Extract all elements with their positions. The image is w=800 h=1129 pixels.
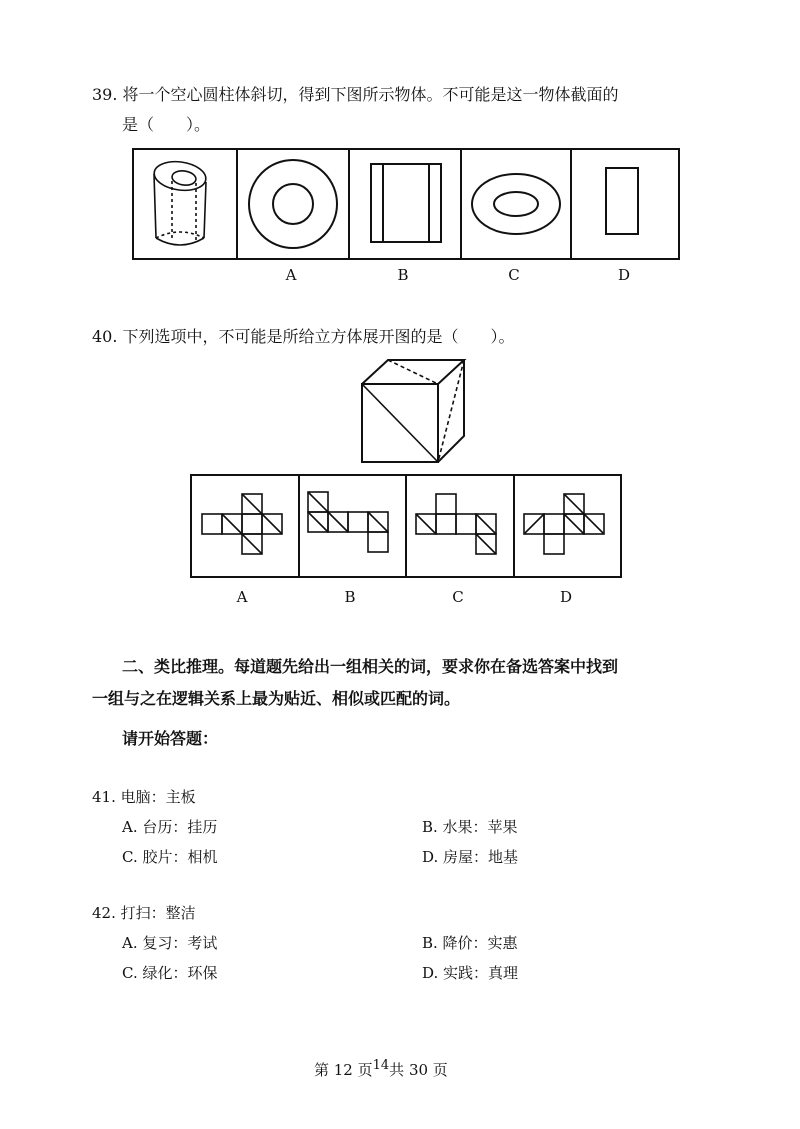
q39-option-a-shape	[249, 160, 337, 248]
q39-option-d-shape	[606, 168, 638, 234]
footer-superscript: 14	[372, 1058, 390, 1073]
net-a	[202, 494, 282, 554]
section2-heading-line1: 二、类比推理。每道题先给出一组相关的词，要求你在备选答案中找到	[122, 657, 619, 676]
q41-stem: 41. 电脑：主板	[92, 788, 196, 806]
q39-figure-strip	[132, 148, 680, 260]
footer-suffix: 共 30 页	[389, 1061, 448, 1079]
section2-heading-line2: 一组与之在逻辑关系上最为贴近、相似或匹配的词。	[92, 689, 461, 708]
q39-text-line2: 是（ ）。	[122, 115, 211, 134]
q41-option-c: C. 胶片：相机	[122, 848, 218, 866]
q42-option-d: D. 实践：真理	[422, 964, 519, 982]
q41-option-d: D. 房屋：地基	[422, 848, 519, 866]
q40-label-b: B	[344, 588, 356, 606]
footer-prefix: 第 12 页	[314, 1061, 373, 1079]
q39-label-a: A	[285, 266, 297, 284]
q41-option-b: B. 水果：苹果	[422, 818, 518, 836]
q40-label-a: A	[236, 588, 248, 606]
net-c	[416, 494, 496, 554]
net-d	[524, 494, 604, 554]
q39-label-c: C	[508, 266, 520, 284]
q42-option-a: A. 复习：考试	[122, 934, 218, 952]
q39-text-line1: 39. 将一个空心圆柱体斜切，得到下图所示物体。不可能是这一物体截面的	[92, 85, 619, 104]
hollow-cylinder-figure	[152, 159, 207, 245]
q40-text: 40. 下列选项中，不可能是所给立方体展开图的是（ ）。	[92, 327, 515, 346]
q39-label-d: D	[617, 266, 631, 284]
q40-label-d: D	[559, 588, 573, 606]
section2-start-prompt: 请开始答题：	[122, 729, 219, 748]
q39-label-b: B	[397, 266, 409, 284]
q40-nets-strip	[190, 474, 622, 578]
q42-option-c: C. 绿化：环保	[122, 964, 218, 982]
q40-label-c: C	[452, 588, 464, 606]
cube-figure	[358, 356, 470, 466]
page-footer	[314, 1058, 448, 1080]
q39-option-c-shape	[472, 174, 560, 234]
net-b	[308, 492, 388, 552]
q42-option-b: B. 降价：实惠	[422, 934, 518, 952]
q39-option-b-shape	[371, 164, 441, 242]
q41-option-a: A. 台历：挂历	[122, 818, 218, 836]
q42-stem: 42. 打扫：整洁	[92, 904, 196, 922]
